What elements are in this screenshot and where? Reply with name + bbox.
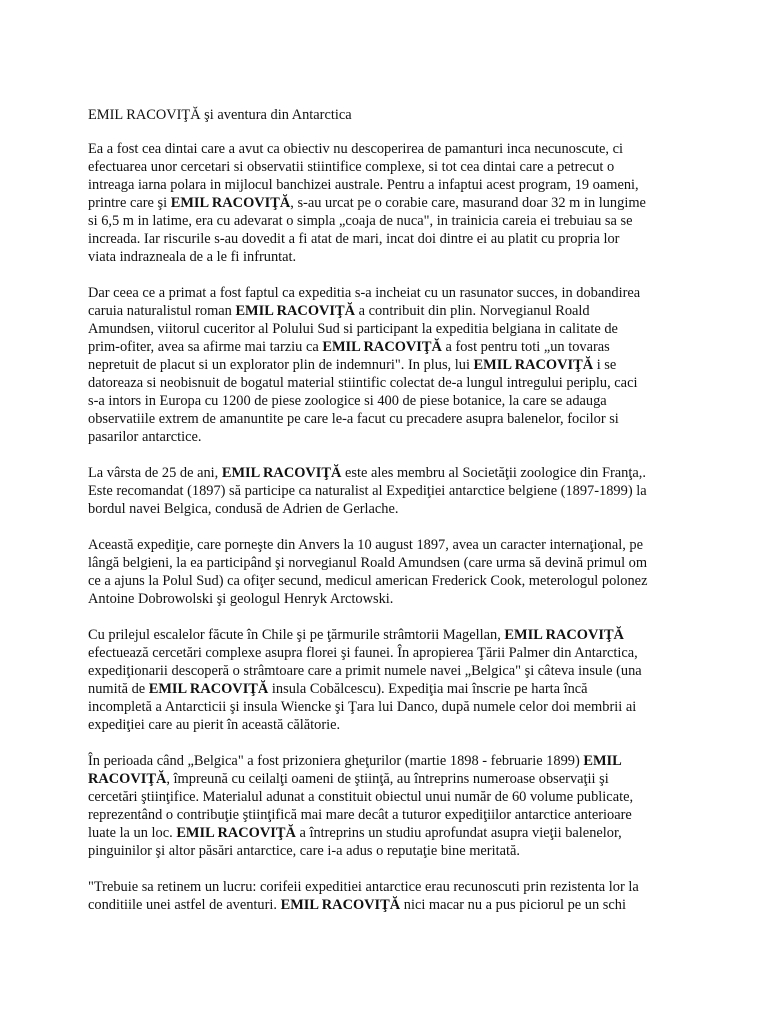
text-run: nici macar nu a pus piciorul pe un schi xyxy=(400,897,626,913)
text-run: Ea a fost cea dintai care a avut ca obiectiv nu descoperirea de pamanturi inca necunoscute, ci efectuarea unor cercetari si observatii stiintifice complexe, si tot cea dintai care a petrecut o intreaga iarna polara in mijlocul banchizei australe. Pentru a infaptui acest program, 19 oameni, printre care şi xyxy=(88,141,639,211)
paragraph xyxy=(88,878,688,914)
paragraph-list xyxy=(88,140,688,914)
text-run: Dar ceea ce a primat a fost faptul ca expeditia s-a incheiat cu un rasunator succes, in dobandirea caruia naturalistul roman xyxy=(88,285,641,319)
text-run: În perioada când „Belgica" a fost prizoniera gheţurilor (martie 1898 - februarie 1899) xyxy=(88,753,584,769)
bold-name: EMIL RACOVIŢĂ xyxy=(235,303,355,319)
bold-name: EMIL RACOVIŢĂ xyxy=(322,339,442,355)
bold-name: EMIL RACOVIŢĂ xyxy=(280,897,401,913)
bold-name: EMIL RACOVIŢĂ xyxy=(170,195,291,211)
text-run: insula Cobălcescu). Expediţia mai înscrie pe harta încă incompletă a Antarcticii şi insula Wiencke şi Ţara lui Danco, după numele celor doi membrii ai expediţiei care au pierit în această călătorie. xyxy=(88,681,637,733)
text-run: Această expediţie, care porneşte din Anvers la 10 august 1897, avea un caracter internaţional, pe lângă belgieni, la ea participând şi norvegianul Roald Amundsen (care urma să devină primul om ce a ajuns la Polul Sud) ca ofiţer secund, medicul american Frederick Cook, meterologul polonez Antoine Dobrowolski şi geologul Henryk Arctowski. xyxy=(88,537,648,607)
paragraph xyxy=(88,536,688,608)
text-run: a întreprins un studiu aprofundat asupra vieţii balenelor, pinguinilor şi altor păsări antarctice, care i-a adus o reputaţie bine meritată. xyxy=(88,825,622,859)
bold-name: EMIL RACOVIŢĂ xyxy=(148,681,269,697)
paragraph xyxy=(88,284,688,446)
text-run: a fost pentru toti „un tovaras nepretuit de placut si un explorator plin de indemnuri". In plus, lui xyxy=(88,339,610,373)
document-title: EMIL RACOVIŢĂ şi aventura din Antarctica xyxy=(88,107,352,123)
bold-name: EMIL RACOVIŢĂ xyxy=(88,753,622,787)
text-run: efectuează cercetări complexe asupra florei şi faunei. În apropierea Ţării Palmer din Antarctica, expediţionarii descoperă o strâmtoare care a primit numele navei „Belgica" şi câteva insule (una numită de xyxy=(88,645,642,697)
text-run: i se datoreaza si neobisnuit de bogatul material stiintific colectat de-a lungul intregului periplu, caci s-a intors in Europa cu 1200 de piese zoologice si 400 de piese botanice, la care se adauga observatiile extrem de amanuntite pe care le-a facut cu precadere asupra balenelor, focilor si pasarilor antarctice. xyxy=(88,357,638,445)
bold-name: EMIL RACOVIŢĂ xyxy=(504,627,624,643)
text-run: Cu prilejul escalelor făcute în Chile şi pe ţărmurile strâmtorii Magellan, xyxy=(88,627,505,643)
text-run: "Trebuie sa retinem un lucru: corifeii expeditiei antarctice erau recunoscuti prin rezistenta lor la conditiile unei astfel de aventuri. xyxy=(88,879,639,913)
bold-name: EMIL RACOVIŢĂ xyxy=(473,357,594,373)
text-run: este ales membru al Societăţii zoologice din Franţa,. Este recomandat (1897) să participe ca naturalist al Expediţiei antarctice belgiene (1897-1899) la bordul navei Belgica, condusă de Adrien de Gerlache. xyxy=(88,465,647,517)
paragraph xyxy=(88,140,688,266)
paragraph xyxy=(88,464,688,518)
text-run: , împreună cu ceilalţi oameni de ştiinţă, au întreprins numeroase observaţii şi cercetări ştiinţifice. Materialul adunat a constituit obiectul unui număr de 60 volume publicate, reprezentând o contribuţie ştiinţifică mai mare decât a tuturor expediţiilor antarctice anterioare luate la un loc. xyxy=(88,771,634,841)
text-run: , s-au urcat pe o corabie care, masurand doar 32 m in lungime si 6,5 m in latime, era cu adevarat o simpla „coaja de nuca", in trainicia careia ei trebuiau sa se increada. Iar riscurile s-au dovedit a fi atat de mari, incat doi dintre ei au platit cu propria lor viata indrazneala de a le fi infruntat. xyxy=(88,195,646,265)
bold-name: EMIL RACOVIŢĂ xyxy=(221,465,342,481)
text-run: a contribuit din plin. Norvegianul Roald Amundsen, viitorul cuceritor al Polului Sud si participant la expeditia belgiana in calitate de prim-ofiter, avea sa afirme mai tarziu ca xyxy=(88,303,618,355)
bold-name: EMIL RACOVIŢĂ xyxy=(176,825,296,841)
text-run: La vârsta de 25 de ani, xyxy=(88,465,222,481)
paragraph xyxy=(88,626,688,734)
paragraph xyxy=(88,752,688,860)
document-body xyxy=(88,106,688,932)
